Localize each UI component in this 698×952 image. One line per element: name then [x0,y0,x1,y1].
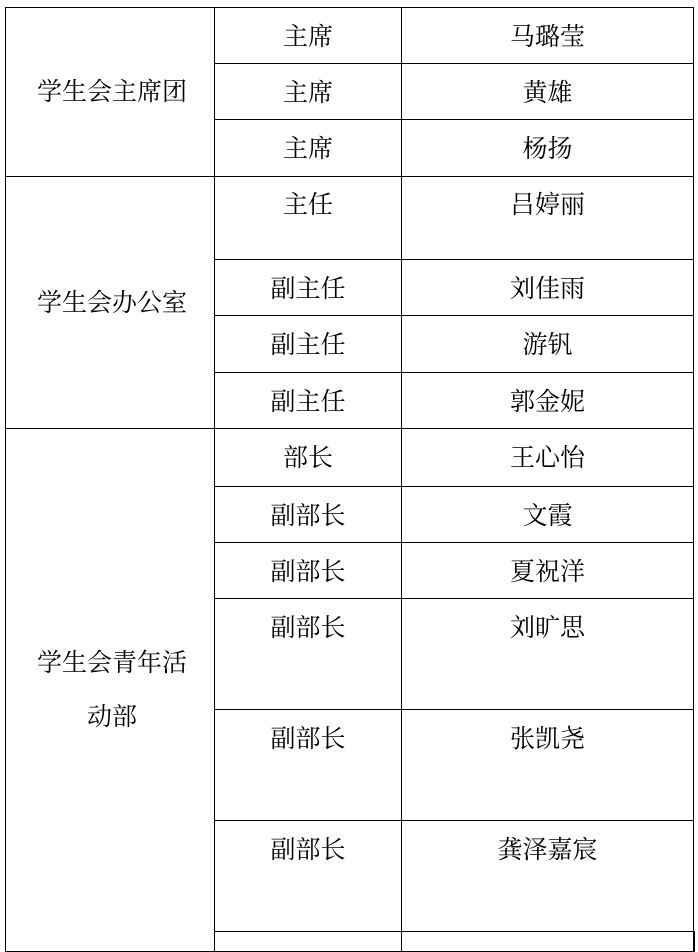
name-cell: 夏祝洋 [402,543,694,599]
department-cell-presidium [6,8,215,177]
role-cell: 副主任 [215,373,402,429]
role-cell: 副部长 [215,821,402,932]
role-cell: 副部长 [215,599,402,710]
name-cell: 黄雄 [402,64,694,120]
department-cell-office [6,177,215,429]
continued-cell [215,932,402,952]
name-cell: 龚泽嘉宸 [402,821,694,932]
department-label: 学生会办公室 [36,287,187,317]
name-cell: 王心怡 [402,429,694,487]
name-cell: 马璐莹 [402,8,694,64]
department-cell-youth-activities [6,429,215,952]
student-union-roster-table [5,7,695,952]
role-cell: 主席 [215,64,402,120]
name-cell: 郭金妮 [402,373,694,429]
role-cell: 副部长 [215,487,402,543]
table-row [6,429,695,487]
role-cell: 副主任 [215,316,402,373]
role-cell: 部长 [215,429,402,487]
role-cell: 主席 [215,120,402,177]
role-cell: 副部长 [215,543,402,599]
department-label: 学生会主席团 [36,77,187,106]
name-cell: 刘旷思 [402,599,694,710]
department-label-line-1: 学生会青年活 [36,648,187,677]
name-cell: 文霞 [402,487,694,543]
name-cell: 张凯尧 [402,710,694,821]
name-cell: 游钒 [402,316,694,373]
role-cell: 副主任 [215,260,402,316]
role-cell: 副部长 [215,710,402,821]
continued-cell [402,932,694,952]
continued-cell [694,932,695,952]
role-cell: 主席 [215,8,402,64]
name-cell: 刘佳雨 [402,260,694,316]
table-row [6,8,695,64]
name-cell: 吕婷丽 [402,177,694,260]
table-row [6,177,695,260]
role-cell: 主任 [215,177,402,260]
department-label-line-2: 动部 [86,702,137,731]
name-cell: 杨扬 [402,120,694,177]
